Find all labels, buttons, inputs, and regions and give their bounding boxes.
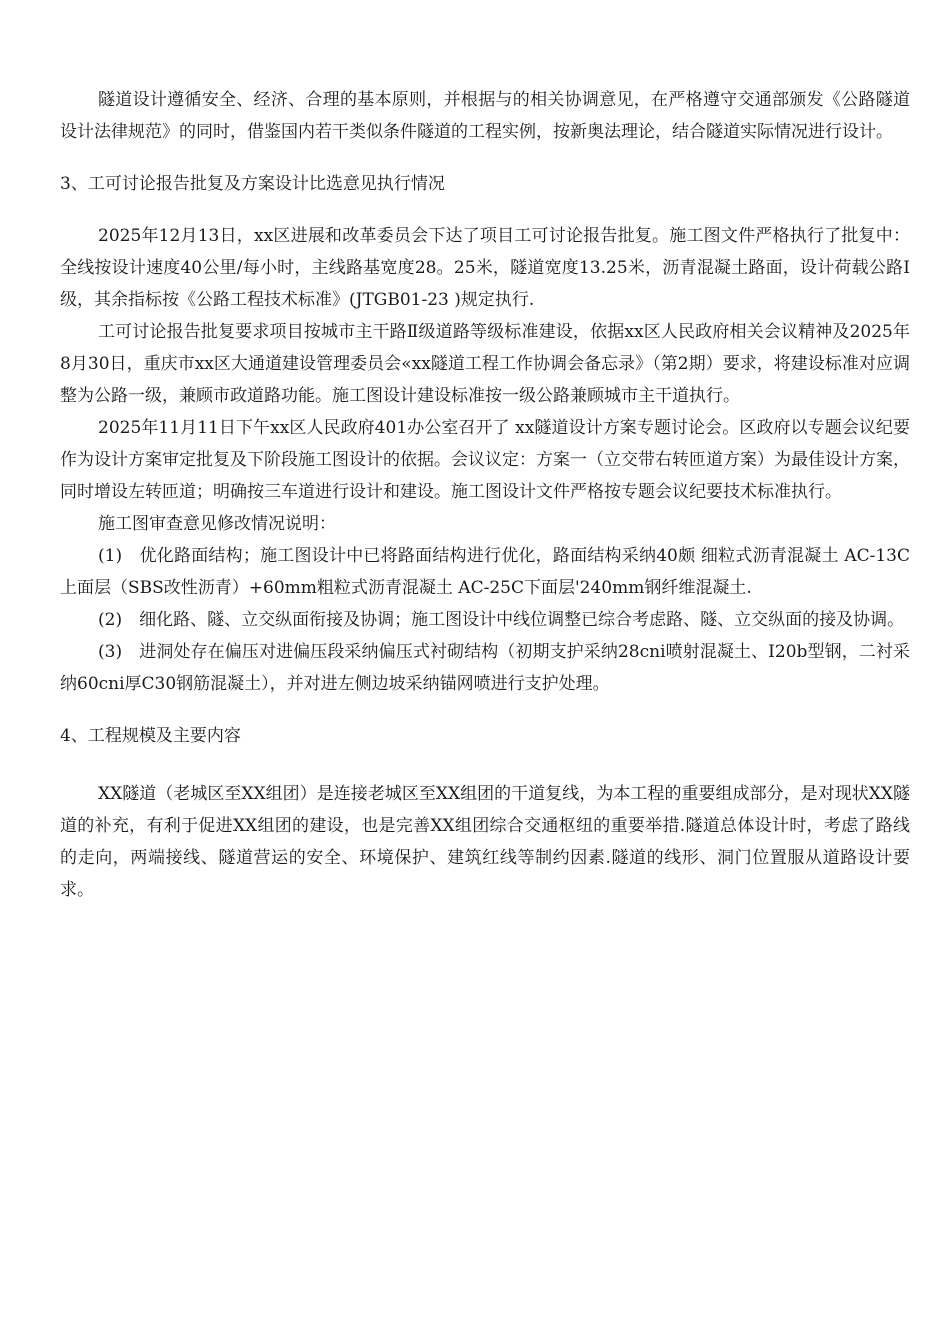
section-heading-3: 3、工可讨论报告批复及方案设计比选意见执行情况 xyxy=(60,174,445,194)
document-page xyxy=(60,84,910,906)
paragraph-item-1: (1) 优化路面结构；施工图设计中已将路面结构进行优化，路面结构采纳40颇 细粒式沥青混凝土 AC-13C上面层（SBS改性沥青）+60mm粗粒式沥青混凝土 AC-25C下面层'240mm钢纤维混凝土. xyxy=(60,546,910,598)
paragraph-review-intro: 施工图审查意见修改情况说明： xyxy=(98,514,336,534)
paragraph-meeting: 2025年11月11日下午xx区人民政府401办公室召开了 xx隧道设计方案专题讨论会。区政府以专题会议纪要作为设计方案审定批复及下阶段施工图设计的依据。会议议定：方案一（立交带右转匝道方案）为最佳设计方案，同时增设左转匝道；明确按三车道进行设计和建设。施工图设计文件严格按专题会议纪要技术标准执行。 xyxy=(60,418,910,502)
paragraph-item-3: (3) 进洞处存在偏压对进偏压段采纳偏压式衬砌结构（初期支护采纳28cni喷射混凝土、I20b型钢，二衬采纳60cni厚C30钢筋混凝土），并对进左侧边坡采纳锚网喷进行支护处理。 xyxy=(60,642,910,694)
paragraph-design-principles: 隧道设计遵循安全、经济、合理的基本原则，并根据与的相关协调意见，在严格遵守交通部颁发《公路隧道设计法律规范》的同时，借鉴国内若干类似条件隧道的工程实例，按新奥法理论，结合隧道实际情况进行设计。 xyxy=(60,90,910,142)
paragraph-item-2: (2) 细化路、隧、立交纵面衔接及协调；施工图设计中线位调整已综合考虑路、隧、立交纵面的接及协调。 xyxy=(98,610,905,630)
paragraph-project-scale: XX隧道（老城区至XX组团）是连接老城区至XX组团的干道复线，为本工程的重要组成部分，是对现状XX隧道的补充，有利于促进XX组团的建设，也是完善XX组团综合交通枢纽的重要举措.隧道总体设计时，考虑了路线的走向，两端接线、隧道营运的安全、环境保护、建筑红线等制约因素.隧道的线形、洞门位置服从道路设计要求。 xyxy=(60,784,910,900)
section-heading-4: 4、工程规模及主要内容 xyxy=(60,726,241,746)
paragraph-approval: 2025年12月13日，xx区进展和改革委员会下达了项目工可讨论报告批复。施工图文件严格执行了批复中：全线按设计速度40公里/每小时，主线路基宽度28。25米，隧道宽度13.25米，沥青混凝土路面，设计荷载公路Ⅰ级，其余指标按《公路工程技术标准》(JTGB01-23 )规定执行. xyxy=(60,226,910,310)
paragraph-standard-adjustment: 工可讨论报告批复要求项目按城市主干路Ⅱ级道路等级标准建设，依据xx区人民政府相关会议精神及2025年8月30日，重庆市xx区大通道建设管理委员会«xx隧道工程工作协调会备忘录》（第2期）要求，将建设标准对应调整为公路一级，兼顾市政道路功能。施工图设计建设标准按一级公路兼顾城市主干道执行。 xyxy=(60,322,910,406)
